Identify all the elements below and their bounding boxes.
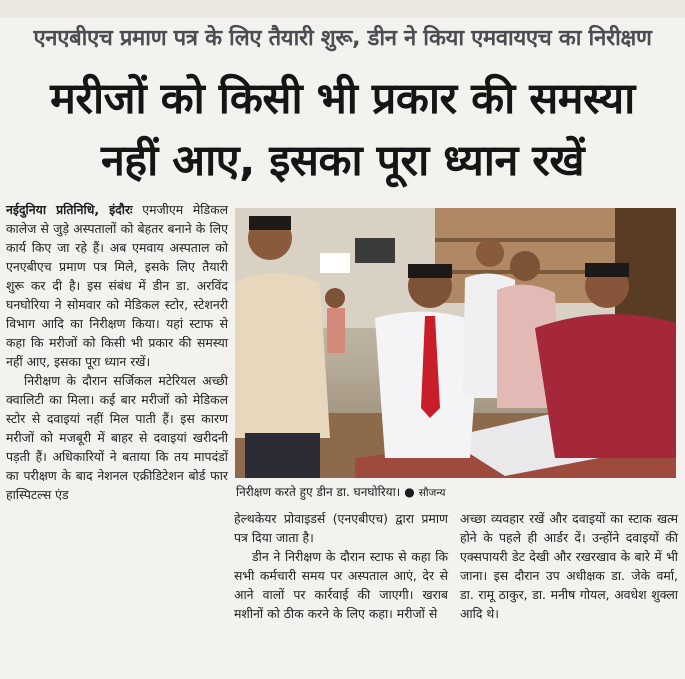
article-paragraph	[6, 200, 228, 371]
article-paragraph: हेल्थकेयर प्रोवाइडर्स (एनएबीएच) द्वारा प्रमाण पत्र दिया जाता है।	[234, 511, 448, 545]
article-column-3	[460, 509, 678, 623]
inspection-photo-illustration	[235, 208, 676, 478]
column-1-text: एमजीएम मेडिकल कालेज से जुड़े अस्पतालों को बेहतर बनाने के लिए कार्य किए जा रहे हैं। अब एमवाय अस्पताल को एनएबीएच प्रमाण पत्र मिले, इसके लिए तैयारी शुरू कर दी है। इस संबंध में डीन डा. अरविंद घनघोरिया ने सोमवार को मेडिकल स्टोर, स्टेशनरी विभाग आदि का निरीक्षण किया। यहां स्टाफ से कहा कि मरीजों को किसी भी प्रकार की समस्या नहीं आए, इसका पूरा ध्यान रखें।	[6, 202, 228, 369]
article-paragraph: निरीक्षण के दौरान सर्जिकल मटेरियल अच्छी क्वालिटी का मिला। कई बार मरीजों को मेडिकल स्टोर से दवाइयां नहीं मिल पाती हैं। इस कारण मरीजों को मजबूरी में बाहर से दवाइयां खरीदनी पड़ती हैं। अधिकारियों ने बताया कि तय मापदंडों का परीक्षण के बाद नेशनल एक्रीडिटेशन बोर्ड फार हास्पिटल्स एंड	[6, 373, 228, 502]
headline-line-1: मरीजों को किसी भी प्रकार की समस्या	[50, 74, 635, 124]
bullet-separator-icon: ●	[404, 485, 415, 499]
article-column-2	[234, 509, 448, 623]
headline	[0, 68, 685, 192]
subheadline: एनएबीएच प्रमाण पत्र के लिए तैयारी शुरू, डीन ने किया एमवायएच का निरीक्षण	[33, 26, 652, 51]
top-page-strip	[0, 0, 685, 18]
headline-line-2: नहीं आए, इसका पूरा ध्यान रखें	[100, 136, 585, 186]
article-paragraph: अच्छा व्यवहार रखें और दवाइयों का स्टाक खत्म होने के पहले ही आर्डर दें। उन्होंने दवाइयों की एक्सपायरी डेट देखी और रखरखाव के बारे में भी जाना। इस दौरान उप अधीक्षक डा. जेके वर्मा, डा. रामू ठाकुर, डा. मनीष गोयल, अवधेश शुक्ला आदि थे।	[460, 511, 678, 621]
photo-caption	[236, 483, 676, 500]
caption-text: निरीक्षण करते हुए डीन डा. घनघोरिया।	[236, 485, 401, 499]
byline: नईदुनिया प्रतिनिधि, इंदौरः	[6, 202, 133, 217]
photo-credit: सौजन्य	[418, 487, 446, 499]
news-photo	[235, 208, 676, 478]
article-column-1	[6, 200, 228, 504]
article-paragraph: डीन ने निरीक्षण के दौरान स्टाफ से कहा कि सभी कर्मचारी समय पर अस्पताल आएं, देर से आने वालों पर कार्रवाई की जाएगी। खराब मशीनों को ठीक करने के लिए कहा। मरीजों से	[234, 549, 448, 621]
